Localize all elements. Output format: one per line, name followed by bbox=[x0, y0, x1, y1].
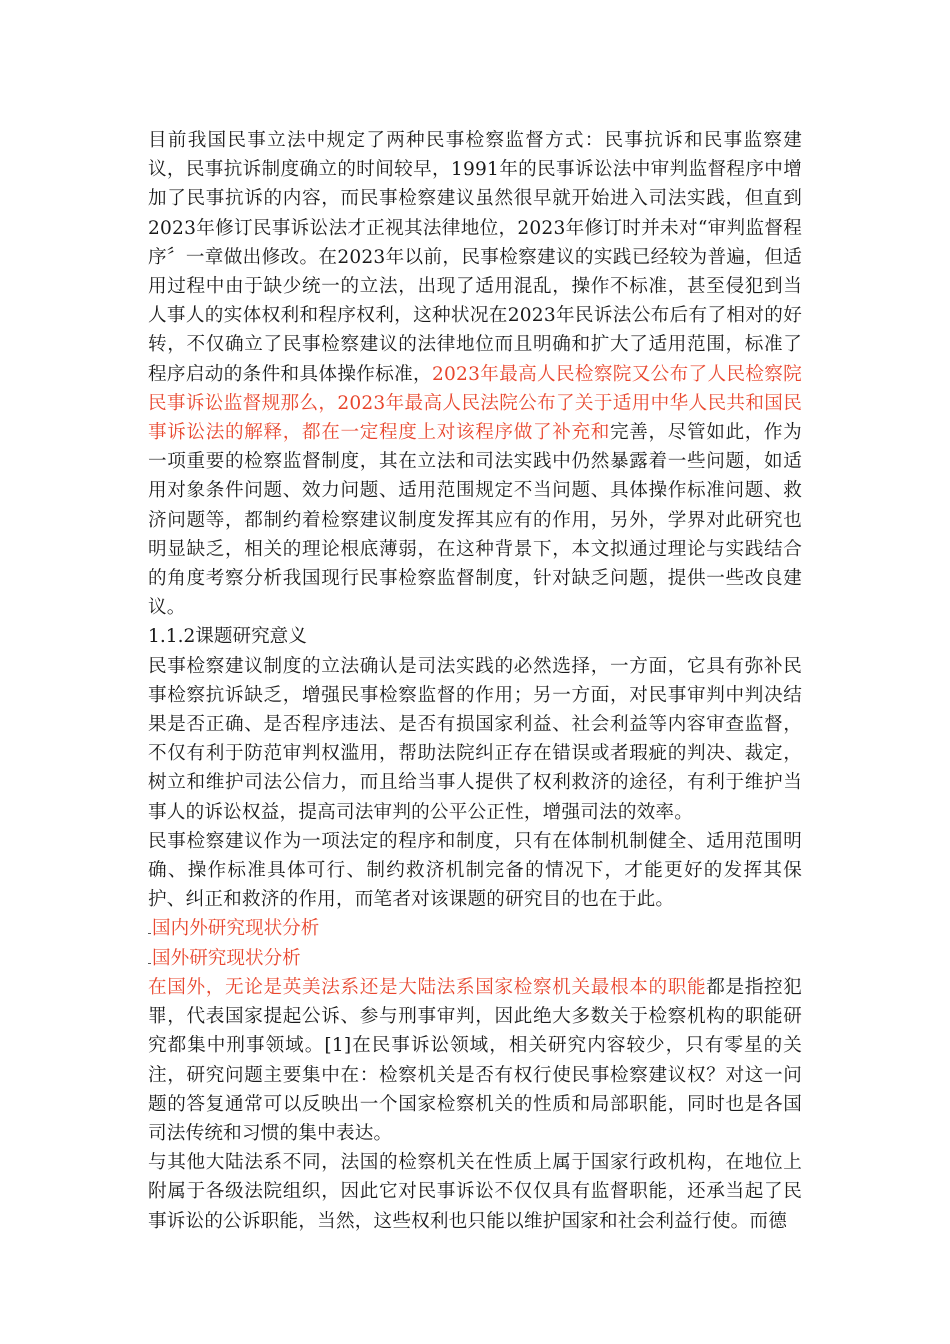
paragraph-research-significance: 民事检察建议制度的立法确认是司法实践的必然选择，一方面，它具有弥补民事检察抗诉缺乏，增强民事检察监督的作用；另一方面，对民事审判中判决结果是否正确、是否程序违法、是否有损国家利益、社会利益等内容审查监督，不仅有利于防范审判权滥用，帮助法院纠正存在错误或者瑕疵的判决、裁定，树立和维护司法公信力，而且给当事人提供了权利救济的途径，有利于维护当事人的诉讼权益，提高司法审判的公平公正性，增强司法的效率。 bbox=[148, 655, 802, 823]
heading-research-status bbox=[148, 914, 802, 943]
paragraph-foreign-prosecution bbox=[148, 973, 802, 1148]
paragraph4-text: 都是指控犯罪，代表国家提起公诉、参与刑事审判，因此绝大多数关于检察机构的职能研究都集中刑事领域。[1]在民事诉讼领域，相关研究内容较少，只有零星的关注，研究问题主要集中在：检察机关是否有权行使民事检察建议权？对这一问题的答复通常可以反映出一个国家检察机关的性质和局部职能，同时也是各国司法传统和习惯的集中表达。 bbox=[148, 976, 802, 1144]
heading-foreign-status-text: 国外研究现状分析 bbox=[152, 947, 301, 969]
paragraph1-text-b: 完善，尽管如此，作为一项重要的检察监督制度，其在立法和司法实践中仍然暴露着一些问题，如适用对象条件问题、效力问题、适用范围规定不当问题、具体操作标准问题、救济问题等，都制约着检察建议制度发挥其应有的作用，另外，学界对此研究也明显缺乏，相关的理论根底薄弱，在这种背景下，本文拟通过理论与实践结合的角度考察分析我国现行民事检察监督制度，针对缺乏问题，提供一些改良建议。 bbox=[148, 422, 802, 619]
heading-foreign-status bbox=[148, 944, 802, 973]
paragraph-research-purpose: 民事检察建议作为一项法定的程序和制度，只有在体制机制健全、适用范围明确、操作标准具体可行、制约救济机制完备的情况下，才能更好的发挥其保护、纠正和救济的作用，而笔者对该课题的研究目的也在于此。 bbox=[148, 830, 802, 911]
heading-research-status-text: 国内外研究现状分析 bbox=[152, 918, 320, 940]
heading-marker-icon bbox=[148, 930, 151, 934]
paragraph4-highlight: 在国外，无论是英美法系还是大陆法系国家检察机关最根本的职能 bbox=[148, 976, 707, 998]
paragraph1-highlight: 2023年最高人民检察院又公布了人民检察院民事诉讼监督规那么，2023年最高人民法院公布了关于适用中华人民共和国民事诉讼法的解释，都在一定程度上对该程序做了补充和 bbox=[148, 363, 802, 444]
paragraph-france-germany: 与其他大陆法系不同，法国的检察机关在性质上属于国家行政机构，在地位上附属于各级法院组织，因此它对民事诉讼不仅仅具有监督职能，还承当起了民事诉讼的公诉职能，当然，这些权利也只能以维护国家和社会利益行使。而德 bbox=[148, 1152, 802, 1232]
paragraph1-text-a: 目前我国民事立法中规定了两种民事检察监督方式：民事抗诉和民事监察建议，民事抗诉制度确立的时间较早，1991年的民事诉讼法中审判监督程序中增加了民事抗诉的内容，而民事检察建议虽然很早就开始进入司法实践，但直到2023年修订民事诉讼法才正视其法律地位，2023年修订时并未对“审判监督程序〞一章做出修改。在2023年以前，民事检察建议的实践已经较为普遍，但适用过程中由于缺少统一的立法，出现了适用混乱，操作不标准，甚至侵犯到当人事人的实体权利和程序权利，这种状况在2023年民诉法公布后有了相对的好转，不仅确立了民事检察建议的法律地位而且明确和扩大了适用范围，标准了程序启动的条件和具体操作标准， bbox=[148, 130, 802, 385]
heading-research-significance: 1.1.2课题研究意义 bbox=[148, 626, 307, 648]
paragraph-legislation-background bbox=[148, 126, 802, 622]
heading-marker-icon bbox=[148, 960, 151, 964]
